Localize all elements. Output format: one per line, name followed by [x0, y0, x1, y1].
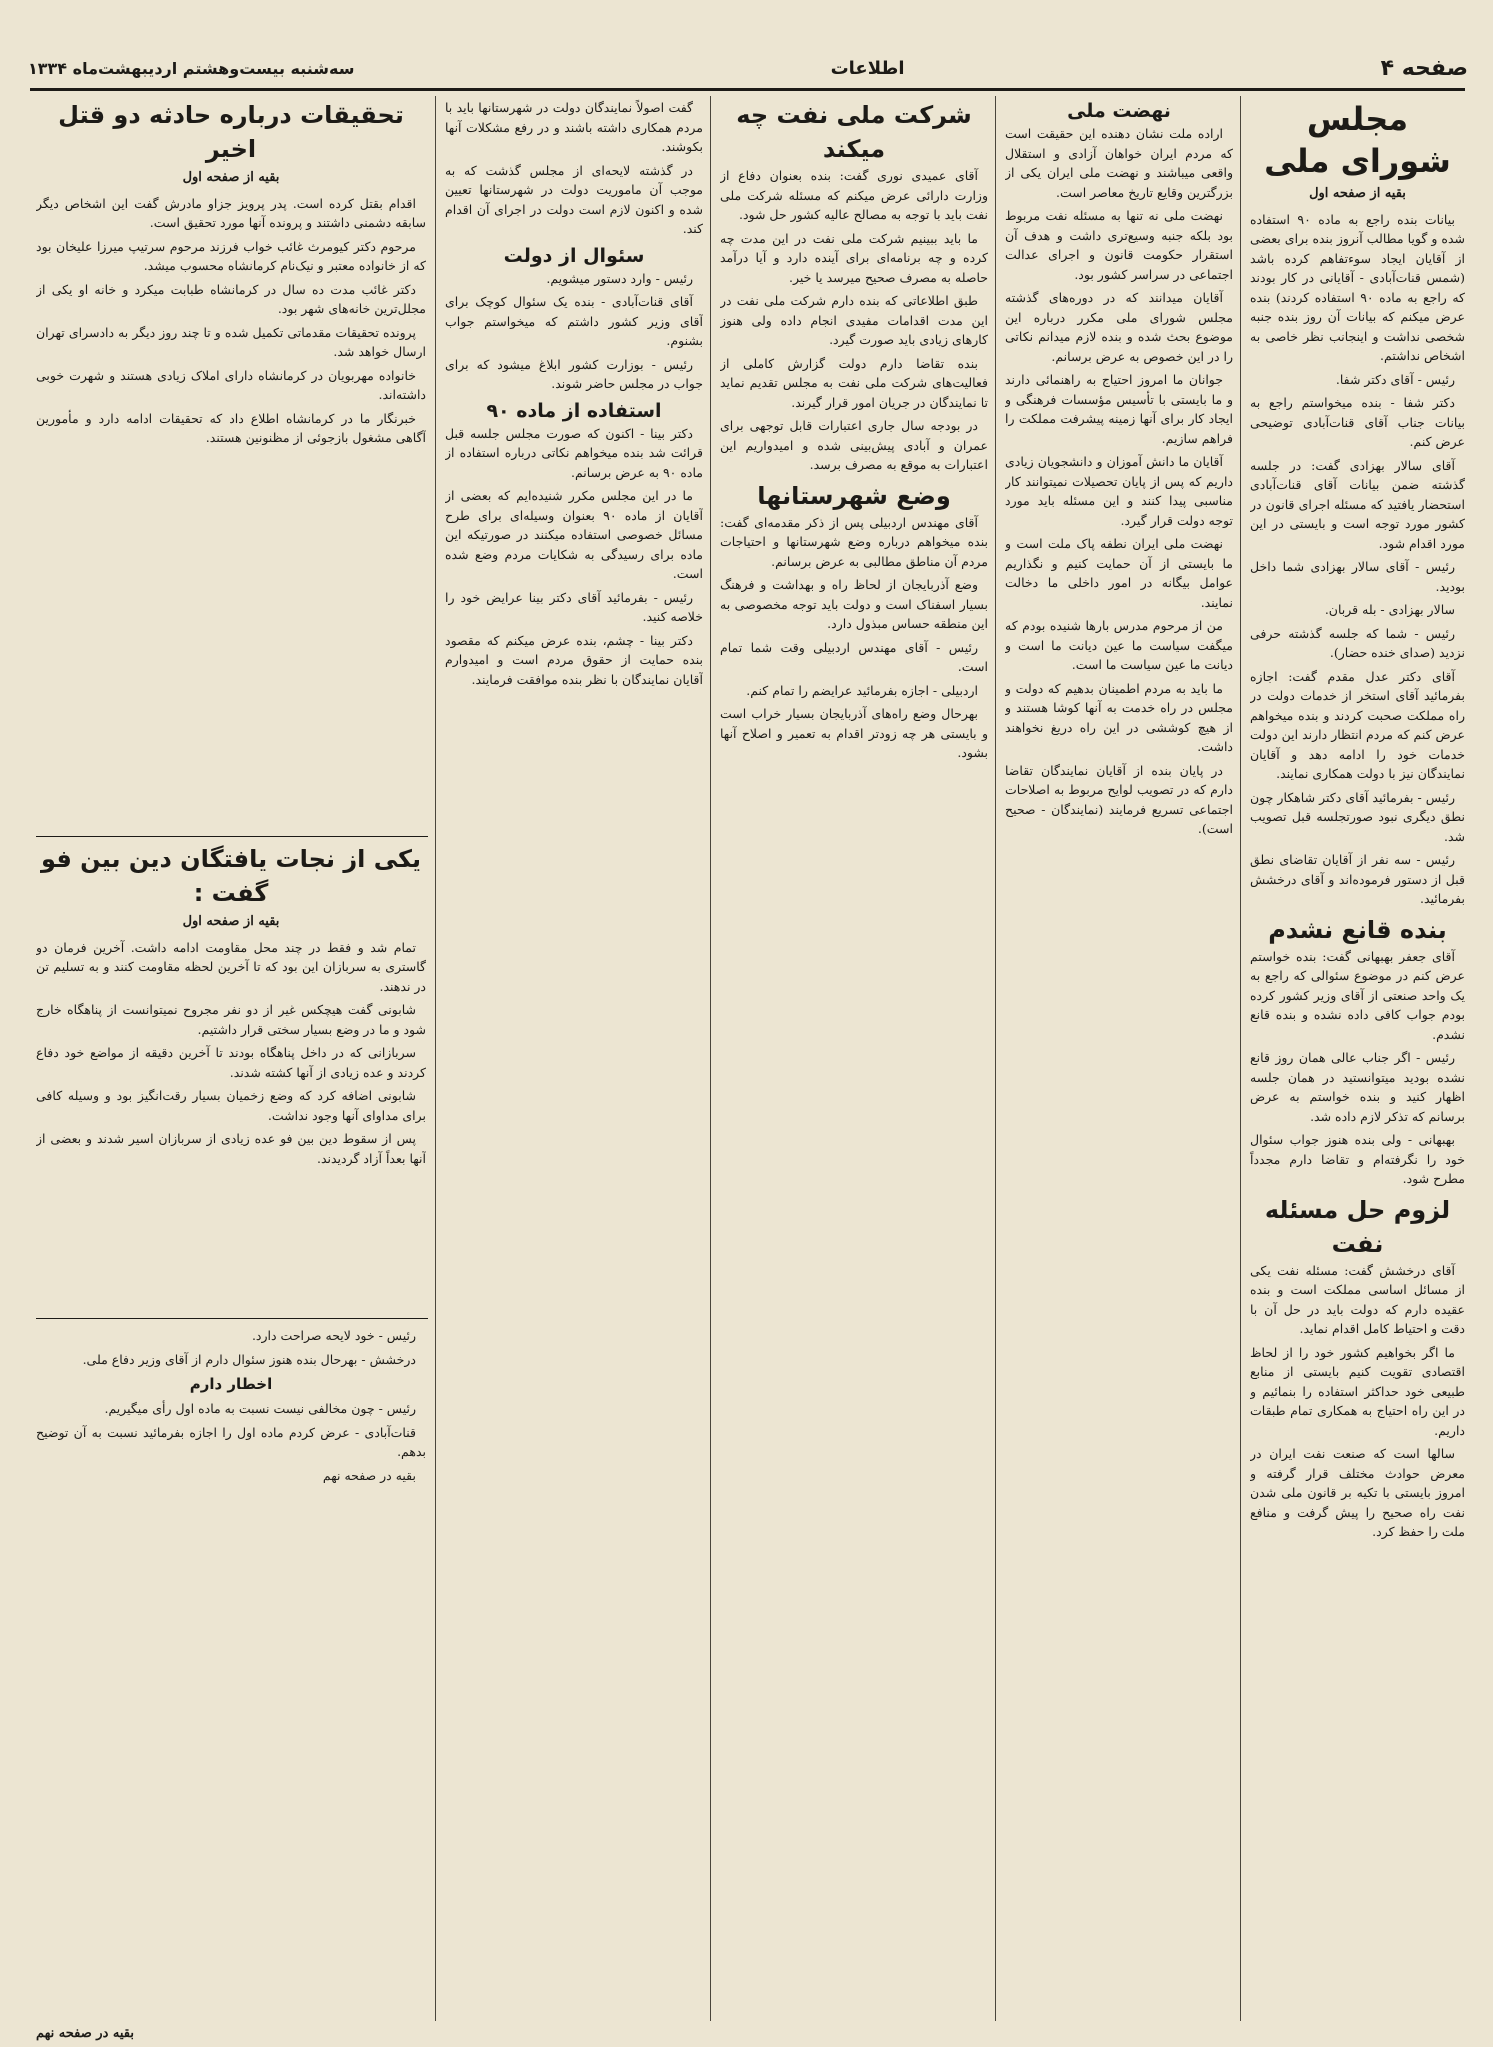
- paragraph: سربازانی که در داخل پناهگاه بودند تا آخرین دقیقه از مواضع خود دفاع کردند و عده زیادی از آنها کشته شدند.: [36, 1045, 426, 1080]
- paragraph: رئیس - شما که جلسه گذشته حرفی نزدید (صدای خنده حضار).: [1250, 625, 1465, 660]
- paragraph: آقای جعفر بهبهانی گفت: بنده خواستم عرض کنم در موضوع سئوالی که راجع به یک واحد صنعتی از آقای وزیر کشور کرده بودم جواب کافی داده نشده و بنده قانع نشدم.: [1250, 948, 1465, 1042]
- headline-yeki: یکی از نجات یافتگان دین بین فو گفت :: [41, 845, 421, 907]
- paragraph: شابونی گفت هیچکس غیر از دو نفر مجروح نمیتوانست از پناهگاه خارج شود و ما در وضع بسیار سختی قرار داشتیم.: [36, 1002, 426, 1037]
- paragraph: در پایان بنده از آقایان نمایندگان تقاضا دارم که در تصویب لوایح مربوط به اصلاحات اجتماعی تسریع فرمایند (نمایندگان - صحیح است).: [1005, 762, 1233, 836]
- page-number: صفحه ۴: [1380, 55, 1468, 81]
- paragraph: من از مرحوم مدرس بارها شنیده بودم که میگفت سیاست ما عین دیانت ما است و دیانت ما عین سیاست ما است.: [1005, 618, 1233, 672]
- paragraph: اردبیلی - اجازه بفرمائید عرایضم را تمام کنم.: [746, 682, 978, 698]
- paragraph: بهبهانی - ولی بنده هنوز جواب سئوال خود را نگرفته‌ام و تقاضا دارم مجدداً مطرح شود.: [1250, 1132, 1465, 1186]
- headline-majles: مجلس شورای ملی: [1264, 100, 1451, 180]
- paragraph: مرحوم دکتر کیومرث غائب خواب فرزند مرحوم سرتیپ میرزا علیخان بود که از خانواده معتبر و نیک‌نام کرمانشاه محسوب میشد.: [36, 238, 426, 273]
- paragraph: رئیس - وارد دستور میشویم.: [546, 270, 693, 286]
- headline-estefade: استفاده از ماده ۹۰: [486, 399, 662, 422]
- paragraph: نهضت ملی ایران نطفه پاک ملت است و ما بایستی از آن حمایت کنیم و نگذاریم عوامل بیگانه در امور داخلی ما دخالت نمایند.: [1005, 536, 1233, 610]
- column-divider: [1240, 96, 1241, 2021]
- paragraph: درخشش - بهرحال بنده هنوز سئوال دارم از آقای وزیر دفاع ملی.: [82, 1351, 416, 1367]
- paragraph: خانواده مهربویان در کرمانشاه دارای املاک زیادی هستند و شهرت خوبی داشته‌اند.: [36, 367, 426, 402]
- header-rule: [30, 88, 1465, 91]
- article-ekhtar: [36, 1326, 426, 2016]
- paragraph: آقای مهندس اردبیلی پس از ذکر مقدمه‌ای گفت: بنده میخواهم درباره وضع شهرستانها و احتیاجات مردم آن مناطق مطالبی به عرض برسانم.: [720, 514, 988, 569]
- article-tahqiqat: [36, 98, 426, 833]
- paragraph: ما باید ببینیم شرکت ملی نفت در این مدت چه کرده و چه برنامه‌ای برای آینده دارد و آیا درآمد حاصله به مصرف صحیح میرسد یا خیر.: [720, 230, 988, 285]
- headline-naft: لزوم حل مسئله نفت: [1264, 1195, 1451, 1258]
- paragraph: بقیه در صفحه نهم: [322, 1467, 416, 1483]
- continued-note: بقیه از صفحه اول: [1309, 186, 1406, 201]
- paragraph: آقایان میدانند که در دوره‌های گذشته مجلس شورای ملی مکرر درباره این موضوع بحث شده و بنده لازم میدانم نکاتی را در این خصوص به عرض برسانم.: [1005, 290, 1233, 364]
- headline-nehzat: نهضت ملی: [1067, 100, 1171, 122]
- paragraph: گفت اصولاً نمایندگان دولت در شهرستانها باید با مردم همکاری داشته باشند و در رفع مشکلات آنها بکوشند.: [445, 100, 703, 154]
- paragraph: آقای عمیدی نوری گفت: بنده بعنوان دفاع از وزارت دارائی عرض میکنم که مسئله شرکت ملی نفت باید با توجه به مصالح عالیه کشور حل شود.: [720, 168, 988, 222]
- article-yeki: [36, 842, 426, 1312]
- paragraph: ما باید به مردم اطمینان بدهیم که دولت و مجلس در راه خدمت به آنها کوشا هستند و از هیچ کوششی در این راه دریغ نخواهند داشت.: [1005, 680, 1233, 754]
- continued-footer: بقیه در صفحه نهم: [36, 2026, 134, 2041]
- column-divider: [435, 96, 436, 2021]
- paragraph: شابونی اضافه کرد که وضع زخمیان بسیار رقت‌انگیز بود و وسیله کافی برای مداوای آنها وجود نداشت.: [36, 1088, 426, 1123]
- paragraph: رئیس - بوزارت کشور ابلاغ میشود که برای جواب در مجلس حاضر شوند.: [445, 356, 703, 391]
- paragraph: رئیس - آقای مهندس اردبیلی وقت شما تمام است.: [720, 639, 988, 674]
- headline-banda: بنده قانع نشدم: [1268, 915, 1447, 944]
- paragraph: پس از سقوط دین بین فو عده زیادی از سربازان اسیر شدند و بعضی از آنها بعداً آزاد گردیدند.: [36, 1131, 426, 1166]
- page-header: [28, 50, 1468, 86]
- paragraph: پرونده تحقیقات مقدماتی تکمیل شده و تا چند روز دیگر به دادسرای تهران ارسال خواهد شد.: [36, 324, 426, 359]
- paragraph: آقای دکتر عدل مقدم گفت: اجازه بفرمائید آقای استخر از خدمات دولت در راه مملکت صحبت کردند و بنده میخواهم عرض کنم که مردم انتظار دارند این دولت خدمات خود را ادامه دهد و آقایان نمایندگان نیز با دولت همکاری نمایند.: [1250, 668, 1465, 781]
- paragraph: رئیس - بفرمائید آقای دکتر شاهکار چون نطق دیگری نبود صورتجلسه قبل تصویب شد.: [1250, 789, 1465, 844]
- issue-date: سه‌شنبه بیست‌وهشتم اردیبهشت‌ماه ۱۳۳۴: [28, 58, 355, 78]
- column-divider: [995, 96, 996, 2021]
- paragraph: سالار بهزادی - بله قربان.: [1324, 602, 1455, 617]
- paragraph: رئیس - سه نفر از آقایان تقاضای نطق قبل از دستور فرموده‌اند و آقای درخشش بفرمائید.: [1250, 852, 1465, 906]
- paragraph: دکتر غائب مدت ده سال در کرمانشاه طبابت میکرد و خانه او یکی از مجلل‌ترین خانه‌های شهر بود.: [36, 281, 426, 316]
- newspaper-name: اطلاعات: [830, 57, 905, 79]
- paragraph: خبرنگار ما در کرمانشاه اطلاع داد که تحقیقات ادامه دارد و مأمورین آگاهی مشغول بازجوئی از مظنونین هستند.: [36, 410, 426, 445]
- column-sherkat: [720, 98, 988, 2018]
- paragraph: جوانان ما امروز احتیاج به راهنمائی دارند و ما بایستی با تأسیس مؤسسات فرهنگی و ایجاد کار برای آنها زمینه پیشرفت مملکت را فراهم سازیم.: [1005, 372, 1233, 446]
- headline-shahrestan: وضع شهرستانها: [757, 481, 951, 510]
- column-majles: [1250, 98, 1465, 2018]
- paragraph: طبق اطلاعاتی که بنده دارم شرکت ملی نفت در این مدت اقدامات مفیدی انجام داده ولی هنوز کارهای زیادی باید صورت گیرد.: [720, 293, 988, 347]
- paragraph: در گذشته لایحه‌ای از مجلس گذشت که به موجب آن ماموریت دولت در شهرستانها تعیین شده و اکنون لازم است دولت در اجرای آن اقدام کند.: [445, 162, 703, 236]
- column-divider: [710, 96, 711, 2021]
- paragraph: دکتر شفا - بنده میخواستم راجع به بیانات جناب آقای قنات‌آبادی توضیحی عرض کنم.: [1250, 395, 1465, 449]
- headline-tahqiqat: تحقیقات درباره حادثه دو قتل اخیر: [58, 101, 404, 163]
- paragraph: در بودجه سال جاری اعتبارات قابل توجهی برای عمران و آبادی پیش‌بینی شده و امیدواریم این اعتبارات به موقع به مصرف برسد.: [720, 418, 988, 472]
- paragraph: رئیس - چون مخالفی نیست نسبت به ماده اول رأی میگیریم.: [104, 1401, 416, 1416]
- paragraph: ما در این مجلس مکرر شنیده‌ایم که بعضی از آقایان از ماده ۹۰ بعنوان وسیله‌ای برای طرح مسائل خصوصی استفاده میکنند در صورتیکه این ماده برای رسیدگی به شکایات مردم وضع شده است.: [445, 488, 703, 581]
- headline-ekhtar: اخطار دارم: [189, 1375, 273, 1393]
- paragraph: اقدام بقتل کرده است. پدر پرویز جزاو مادرش گفت این اشخاص دیگر سابقه دشمنی داشتند و پرونده آنها مورد تحقیق است.: [36, 195, 426, 230]
- headline-sual: سئوال از دولت: [503, 244, 645, 267]
- section-rule: [36, 1318, 428, 1319]
- paragraph: وضع آذربایجان از لحاظ راه و بهداشت و فرهنگ بسیار اسفناک است و دولت باید توجه مخصوصی به این منطقه حساس مبذول دارد.: [720, 577, 988, 631]
- paragraph: بیانات بنده راجع به ماده ۹۰ استفاده شده و گویا مطالب آنروز بنده برای بعضی از آقایان ایجاد سوءتفاهم کرده باشد (شمس قنات‌آبادی - آقایانی در کار بودند که راجع به ماده ۹۰ استفاده کردند) بنده عرض میکنم که بیانات آن روز بنده جنبه شخصی نداشت و اینجانب نظر خاصی به اشخاص نداشتم.: [1250, 211, 1465, 363]
- paragraph: آقایان ما دانش آموزان و دانشجویان زیادی داریم که پس از پایان تحصیلات نمیتوانند کار مناسبی پیدا کنند و این مسئله باید مورد توجه دولت قرار گیرد.: [1005, 454, 1233, 528]
- headline-sherkat: شرکت ملی نفت چه میکند: [736, 101, 972, 163]
- continued-note: بقیه از صفحه اول: [182, 170, 280, 185]
- paragraph: دکتر بینا - چشم، بنده عرض میکنم که مقصود بنده حمایت از حقوق مردم است و امیدوارم آقایان نمایندگان با نظر بنده موافقت فرمایند.: [445, 632, 703, 687]
- paragraph: رئیس - خود لایحه صراحت دارد.: [251, 1328, 416, 1343]
- paragraph: ما اگر بخواهیم کشور خود را از لحاظ اقتصادی تقویت کنیم بایستی از منابع طبیعی خود حداکثر استفاده را بنمائیم و در این راه احتیاج به همکاری تمام طبقات داریم.: [1250, 1344, 1465, 1438]
- paragraph: رئیس - بفرمائید آقای دکتر بینا عرایض خود را خلاصه کنید.: [445, 589, 703, 624]
- paragraph: نهضت ملی نه تنها به مسئله نفت مربوط بود بلکه جنبه وسیع‌تری داشت و هدف آن استقرار حکومت قانون و اجرای عدالت اجتماعی در سراسر کشور بود.: [1005, 208, 1233, 282]
- section-rule: [36, 836, 428, 837]
- paragraph: دکتر بینا - اکنون که صورت مجلس جلسه قبل قرائت شد بنده میخواهم نکاتی درباره استفاده از ماده ۹۰ به عرض برسانم.: [445, 425, 703, 480]
- paragraph: رئیس - اگر جناب عالی همان روز قانع نشده بودید میتوانستید در همان جلسه اظهار کنید و بنده خواستم به عرض برسانم که تذکر لازم داده شد.: [1250, 1050, 1465, 1124]
- continued-note: بقیه از صفحه اول: [182, 914, 280, 929]
- paragraph: سالها است که صنعت نفت ایران در معرض حوادث مختلف قرار گرفته و امروز بایستی با تکیه بر قانون ملی شدن نفت راه صحیح را پیش گرفت و منافع ملت را حفظ کرد.: [1250, 1446, 1465, 1539]
- paragraph: آقای قنات‌آبادی - بنده یک سئوال کوچک برای آقای وزیر کشور داشتم که میخواستم جواب بشنوم.: [445, 294, 703, 348]
- paragraph: بهرحال وضع راه‌های آذربایجان بسیار خراب است و بایستی هر چه زودتر اقدام به تعمیر و اصلاح آنها بشود.: [720, 706, 988, 760]
- paragraph: قنات‌آبادی - عرض کردم ماده اول را اجازه بفرمائید نسبت به آن توضیح بدهم.: [36, 1424, 426, 1459]
- paragraph: بنده تقاضا دارم دولت گزارش کاملی از فعالیت‌های شرکت ملی نفت به مجلس تقدیم نماید تا نمایندگان در جریان امور قرار گیرند.: [720, 355, 988, 410]
- paragraph: اراده ملت نشان دهنده این حقیقت است که مردم ایران خواهان آزادی و استقلال واقعی میباشند و نهضت ملی ایران یکی از بزرگترین وقایع تاریخ معاصر است.: [1005, 126, 1233, 200]
- column-sual: [445, 98, 703, 2018]
- paragraph: رئیس - آقای دکتر شفا.: [1335, 371, 1455, 387]
- column-nehzat: [1005, 98, 1233, 2018]
- paragraph: رئیس - آقای سالار بهزادی شما داخل بودید.: [1250, 559, 1465, 594]
- paragraph: آقای سالار بهزادی گفت: در جلسه گذشته ضمن بیانات آقای قنات‌آبادی استحضار یافتید که مسئله اجرای قانون در کشور مورد توجه است و بایستی در این مورد اقدام شود.: [1250, 457, 1465, 551]
- paragraph: آقای درخشش گفت: مسئله نفت یکی از مسائل اساسی مملکت است و بنده عقیده دارم که دولت باید در حل آن با دقت و احتیاط کامل اقدام نماید.: [1250, 1262, 1465, 1336]
- paragraph: تمام شد و فقط در چند محل مقاومت ادامه داشت. آخرین فرمان دو گاستری به سربازان این بود که تا آخرین لحظه مقاومت کنند و به تسلیم تن در ندهند.: [36, 939, 426, 994]
